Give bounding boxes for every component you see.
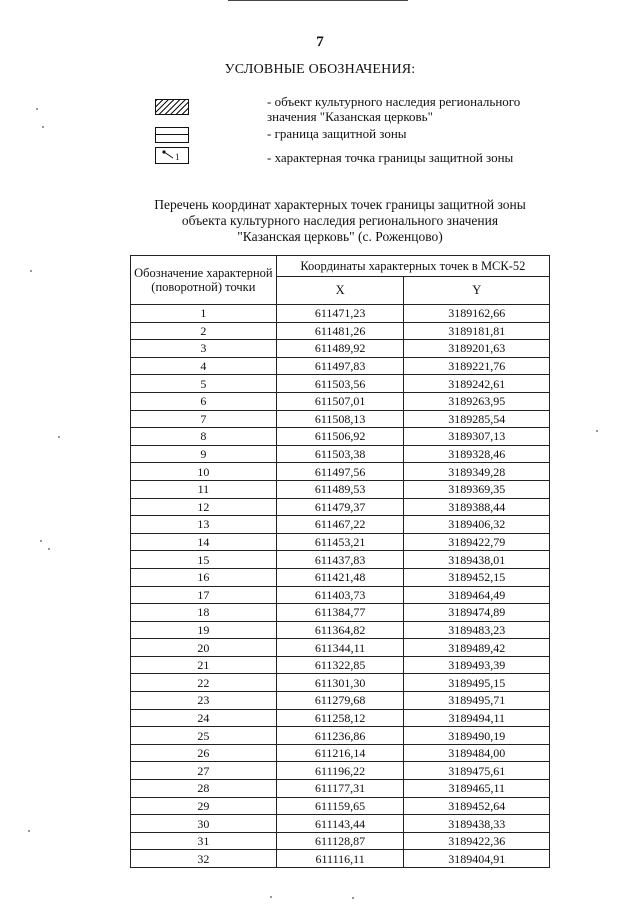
scan-artifact [58,436,60,438]
x-coordinate-cell: 611344,11 [276,639,404,657]
table-row [131,604,550,622]
y-coordinate-cell: 3189221,76 [404,357,550,375]
point-number-cell: 9 [131,445,277,463]
scan-artifact [30,270,32,272]
x-coordinate-cell: 611503,38 [276,445,404,463]
y-coordinate-cell: 3189490,19 [404,727,550,745]
x-coordinate-cell: 611503,56 [276,375,404,393]
page-number: 7 [316,34,324,50]
x-coordinate-cell: 611177,31 [276,780,404,798]
x-coordinate-cell: 611196,22 [276,762,404,780]
legend-title: УСЛОВНЫЕ ОБОЗНАЧЕНИЯ: [224,62,416,77]
x-coordinate-cell: 611384,77 [276,604,404,622]
table-row [131,762,550,780]
table-row [131,551,550,569]
y-coordinate-cell: 3189388,44 [404,498,550,516]
y-coordinate-cell: 3189181,81 [404,322,550,340]
y-coordinate-cell: 3189285,54 [404,410,550,428]
point-number-cell: 10 [131,463,277,481]
table-row [131,586,550,604]
point-number-cell: 31 [131,832,277,850]
x-coordinate-cell: 611421,48 [276,568,404,586]
list-title [0,197,640,245]
hatched-rectangle-icon [155,99,189,115]
x-coordinate-cell: 611143,44 [276,815,404,833]
x-coordinate-cell: 611453,21 [276,533,404,551]
table-row [131,639,550,657]
point-number-cell: 5 [131,375,277,393]
x-coordinate-cell: 611497,83 [276,357,404,375]
coordinates-table [130,255,550,868]
y-coordinate-cell: 3189307,13 [404,428,550,446]
point-number-cell: 15 [131,551,277,569]
table-row [131,463,550,481]
table-row [131,322,550,340]
table-row [131,727,550,745]
table-row [131,780,550,798]
point-number-cell: 23 [131,692,277,710]
header-point-designation: Обозначение характерной (поворотной) точки [131,256,277,305]
x-coordinate-cell: 611322,85 [276,656,404,674]
y-coordinate-cell: 3189406,32 [404,516,550,534]
scan-artifact [28,830,30,832]
table-row [131,445,550,463]
point-number-cell: 18 [131,604,277,622]
y-coordinate-cell: 3189493,39 [404,656,550,674]
header-y: Y [404,277,550,305]
top-rule [228,0,408,1]
scan-artifact [352,897,354,899]
x-coordinate-cell: 611301,30 [276,674,404,692]
list-title-line: Перечень координат характерных точек границы защитной зоны [154,197,526,212]
table-row [131,621,550,639]
point-number-cell: 13 [131,516,277,534]
y-coordinate-cell: 3189495,71 [404,692,550,710]
table-row [131,709,550,727]
y-coordinate-cell: 3189489,42 [404,639,550,657]
table-row [131,744,550,762]
table-row [131,797,550,815]
point-number-cell: 21 [131,656,277,674]
table-row [131,516,550,534]
y-coordinate-cell: 3189438,33 [404,815,550,833]
x-coordinate-cell: 611403,73 [276,586,404,604]
y-coordinate-cell: 3189494,11 [404,709,550,727]
legend-item-text: - характерная точка границы защитной зоны [267,150,514,165]
x-coordinate-cell: 611471,23 [276,305,404,323]
y-coordinate-cell: 3189242,61 [404,375,550,393]
scan-artifact [596,430,598,432]
legend-item-boundary [267,126,407,141]
point-number-cell: 8 [131,428,277,446]
table-row [131,656,550,674]
point-number-cell: 28 [131,780,277,798]
point-number-cell: 20 [131,639,277,657]
point-number-cell: 2 [131,322,277,340]
scan-artifact [36,108,38,110]
table-row [131,674,550,692]
x-coordinate-cell: 611236,86 [276,727,404,745]
point-number-cell: 25 [131,727,277,745]
table-row [131,305,550,323]
marker-label: 1 [175,152,180,162]
point-number-cell: 30 [131,815,277,833]
legend-item-text: - объект культурного наследия регионального [267,94,521,109]
point-number-cell: 4 [131,357,277,375]
x-coordinate-cell: 611258,12 [276,709,404,727]
table-row [131,498,550,516]
x-coordinate-cell: 611508,13 [276,410,404,428]
point-number-cell: 29 [131,797,277,815]
legend-item-marker-point [267,150,513,165]
marker-point-svg [156,148,187,162]
x-coordinate-cell: 611479,37 [276,498,404,516]
x-coordinate-cell: 611489,53 [276,480,404,498]
point-number-cell: 1 [131,305,277,323]
point-number-cell: 24 [131,709,277,727]
scan-artifact [42,126,44,128]
y-coordinate-cell: 3189422,36 [404,832,550,850]
table-row [131,850,550,868]
y-coordinate-cell: 3189422,79 [404,533,550,551]
x-coordinate-cell: 611159,65 [276,797,404,815]
point-number-cell: 7 [131,410,277,428]
scan-artifact [40,540,42,542]
point-number-cell: 19 [131,621,277,639]
y-coordinate-cell: 3189484,00 [404,744,550,762]
list-title-line: объекта культурного наследия регионального значения [181,213,499,228]
table-row [131,533,550,551]
header-coordinates: Координаты характерных точек в МСК-52 [276,256,549,277]
point-number-cell: 11 [131,480,277,498]
coordinates-table-body [131,305,550,868]
y-coordinate-cell: 3189201,63 [404,340,550,358]
y-coordinate-cell: 3189369,35 [404,480,550,498]
scan-artifact [48,548,50,550]
x-coordinate-cell: 611507,01 [276,392,404,410]
x-coordinate-cell: 611489,92 [276,340,404,358]
y-coordinate-cell: 3189162,66 [404,305,550,323]
point-number-cell: 17 [131,586,277,604]
point-number-cell: 16 [131,568,277,586]
table-row [131,692,550,710]
table-row [131,568,550,586]
y-coordinate-cell: 3189328,46 [404,445,550,463]
y-coordinate-cell: 3189438,01 [404,551,550,569]
boundary-line-icon [155,127,189,143]
y-coordinate-cell: 3189452,15 [404,568,550,586]
x-coordinate-cell: 611497,56 [276,463,404,481]
y-coordinate-cell: 3189452,64 [404,797,550,815]
y-coordinate-cell: 3189483,23 [404,621,550,639]
table-row [131,375,550,393]
header-x: X [276,277,404,305]
point-number-cell: 12 [131,498,277,516]
x-coordinate-cell: 611216,14 [276,744,404,762]
x-coordinate-cell: 611506,92 [276,428,404,446]
point-number-cell: 26 [131,744,277,762]
table-row [131,428,550,446]
table-row [131,480,550,498]
y-coordinate-cell: 3189465,11 [404,780,550,798]
x-coordinate-cell: 611467,22 [276,516,404,534]
point-number-cell: 32 [131,850,277,868]
table-row [131,832,550,850]
x-coordinate-cell: 611116,11 [276,850,404,868]
y-coordinate-cell: 3189495,15 [404,674,550,692]
point-number-cell: 27 [131,762,277,780]
legend-item-heritage-object [267,94,520,124]
legend-item-text: - граница защитной зоны [267,126,407,141]
scan-artifact [270,896,272,898]
table-row [131,392,550,410]
x-coordinate-cell: 611128,87 [276,832,404,850]
point-number-cell: 6 [131,392,277,410]
y-coordinate-cell: 3189349,28 [404,463,550,481]
table-row [131,815,550,833]
x-coordinate-cell: 611364,82 [276,621,404,639]
table-row [131,340,550,358]
marker-point-icon [155,147,189,164]
table-row [131,410,550,428]
point-number-cell: 3 [131,340,277,358]
y-coordinate-cell: 3189474,89 [404,604,550,622]
point-number-cell: 14 [131,533,277,551]
list-title-line: "Казанская церковь" (с. Роженцово) [237,229,443,244]
x-coordinate-cell: 611279,68 [276,692,404,710]
y-coordinate-cell: 3189404,91 [404,850,550,868]
x-coordinate-cell: 611437,83 [276,551,404,569]
y-coordinate-cell: 3189464,49 [404,586,550,604]
table-row [131,357,550,375]
point-number-cell: 22 [131,674,277,692]
legend-item-text: значения "Казанская церковь" [267,109,433,124]
y-coordinate-cell: 3189263,95 [404,392,550,410]
x-coordinate-cell: 611481,26 [276,322,404,340]
y-coordinate-cell: 3189475,61 [404,762,550,780]
